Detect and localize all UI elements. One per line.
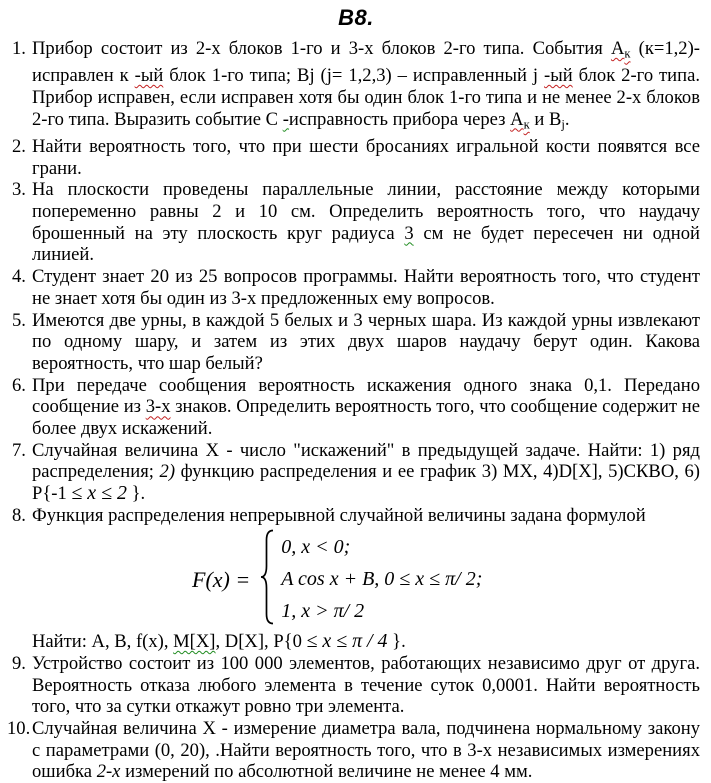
problem-item-1 (12, 38, 700, 136)
item-text: Имеются две урны, в каждой 5 белых и 3 черных шара. Из каждой урны извлекают по одному шару, и затем из этих двух шаров наудачу берут один. Какова вероятность, что шар белый? (32, 309, 700, 374)
item-number: 8. (12, 504, 26, 526)
item-number: 10. (7, 718, 31, 740)
item-text: Найти вероятность того, что при шести бросаниях игральной кости появятся все грани. (32, 135, 700, 179)
problem-item-6 (12, 375, 700, 440)
page-title: В8. (338, 5, 374, 30)
problem-item-10 (7, 718, 700, 783)
formula-case-2: A cos x + B, 0 ≤ x ≤ π/ 2; (281, 568, 483, 591)
item-number: 4. (12, 266, 26, 288)
problem-item-4 (12, 266, 700, 309)
problem-item-3 (12, 179, 700, 266)
item-number: 2. (12, 135, 26, 157)
item-number: 5. (12, 309, 26, 331)
item-text: Устройство состоит из 100 000 элементов, работающих независимо друг от друга. Вероятность отказа любого элемента в течение суток 0,0001. Найти вероятность того, что за сутки откажут ровно три элемента. (32, 652, 700, 718)
formula-cases (281, 531, 482, 627)
item-text: Функция распределения непрерывной случайной величины задана формулой (32, 504, 646, 526)
item-number: 1. (12, 38, 26, 59)
item-number: 7. (12, 439, 26, 461)
item-text: Случайная величина X - измерение диаметра вала, подчинена нормальному закону с параметрами (0, 20), .Найти вероятность того, что в 3-х независимых измерениях ошибка 2-х измерений по абсолютной величине не менее 4 мм. (32, 718, 700, 783)
problem-item-2 (12, 136, 700, 179)
item-text: Прибор состоит из 2-х блоков 1-го и 3-х блоков 2-го типа. События $А_к$ (к=1,2)-исправлен к -ый блок 1-го типа; Bj (j= 1,2,3) – исправленный j -ый блок 2-го типа. Прибор исправен, если исправен хотя бы один блок 1-го типа и не менее 2-х блоков 2-го типа. Выразить событие С -исправность прибора через $А_к$ и $В_j$. (32, 38, 700, 132)
item-text: При передаче сообщения вероятность искажения одного знака 0,1. Передано сообщение из 3-х знаков. Определить вероятность того, что сообщение содержит не более двух искажений. (32, 374, 700, 440)
item-text: На плоскости проведены параллельные линии, расстояние между которыми попеременно равны 2 и 10 см. Определить вероятность того, что наудачу брошенный на эту плоскость круг радиуса 3 см не будет пересечен ни одной линией. (32, 179, 700, 266)
formula-case-3: 1, x > π/ 2 (281, 600, 365, 623)
formula-case-1: 0, x < 0; (281, 536, 351, 559)
find-line: Найти: А, В, f(x), M[X], D[X], P{0 ≤ x ≤ π / 4 }. (32, 630, 406, 653)
item-text: Случайная величина X - число "искажений" в предыдущей задаче. Найти: 1) ряд распределения; 2) функцию распределения и ее график 3) MX, 4)D[X], 5)СКВО, 6) P{-1 ≤ x ≤ 2 }. (32, 439, 701, 505)
problem-item-5 (12, 310, 700, 375)
distribution-formula (192, 529, 700, 631)
item-number: 3. (12, 179, 26, 201)
item-number: 6. (12, 374, 26, 396)
problem-item-9 (12, 653, 700, 718)
curly-brace-left-icon (259, 529, 274, 631)
item-number: 9. (12, 652, 26, 674)
formula-lhs: F(x) = (192, 566, 251, 592)
item-body (32, 505, 700, 653)
problem-item-7 (12, 440, 700, 505)
problem-item-8 (12, 505, 700, 653)
item-text: Студент знает 20 из 25 вопросов программы. Найти вероятность того, что студент не знает хотя бы один из 3-х предложенных ему вопросов. (32, 266, 700, 309)
